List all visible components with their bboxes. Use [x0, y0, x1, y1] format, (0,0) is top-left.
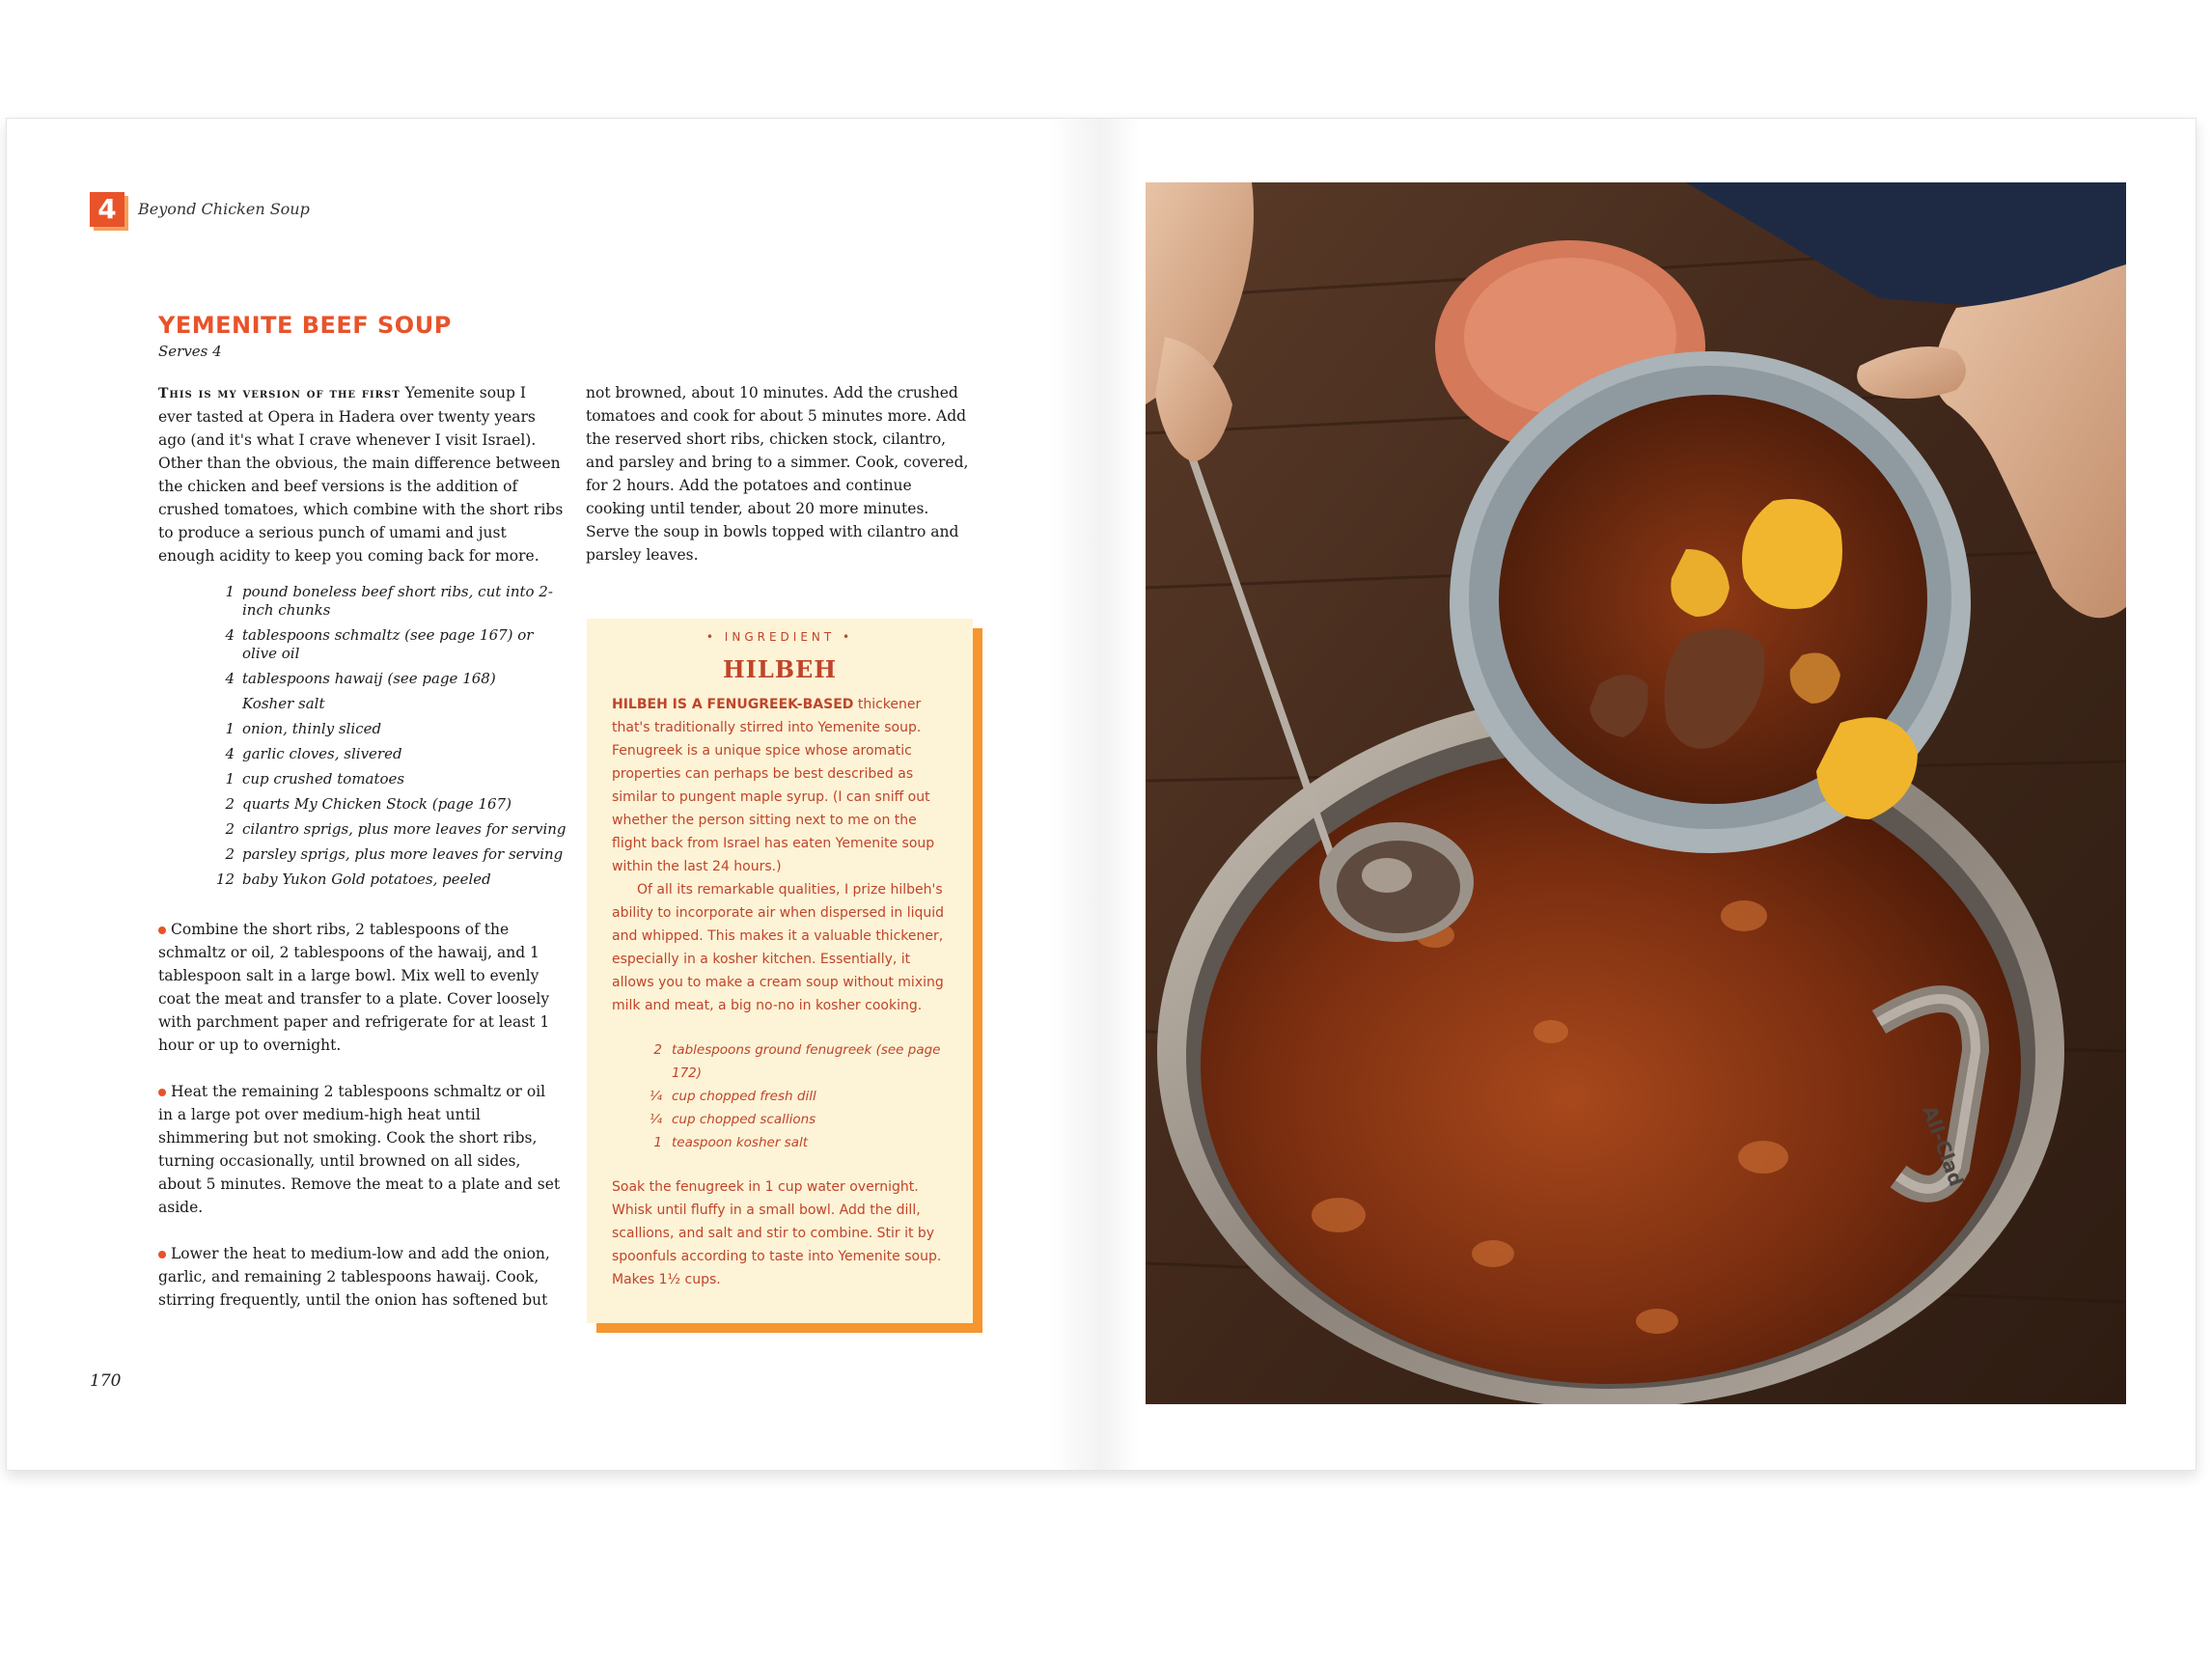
- ingredient-text: tablespoons hawaij (see page 168): [242, 670, 496, 687]
- ingredient-qty: 1: [225, 583, 235, 600]
- ingredient-item: [200, 795, 567, 814]
- ingredient-qty: 1: [225, 770, 235, 788]
- sidebar-ingredient-text: cup chopped scallions: [672, 1112, 816, 1127]
- sidebar-ingredient-qty: ¼: [649, 1089, 662, 1104]
- page-number: 170: [90, 1371, 122, 1391]
- left-page: [7, 119, 1101, 1470]
- sidebar-body: [612, 693, 946, 1017]
- method-continued: not browned, about 10 minutes. Add the crushed tomatoes and cook for about 5 minutes more. Add the reserved short ribs, chicken stock, cilantro, and parsley and bring to a simmer. Cook, covered, for 2 hours. Add the potatoes and continue cooking until tender, about 20 more minutes. Serve the soup in bowls topped with cilantro and parsley leaves.: [586, 384, 969, 564]
- recipe-intro: [158, 381, 564, 567]
- ingredient-text: tablespoons schmaltz (see page 167) or olive oil: [242, 626, 534, 662]
- step-text: Heat the remaining 2 tablespoons schmaltz or oil in a large pot over medium-high heat until shimmering but not smoking. Cook the short ribs, turning occasionally, until browned on all sides, about 5 minutes. Remove the meat to a plate and set aside.: [158, 1083, 561, 1216]
- ingredient-item: [200, 720, 567, 738]
- ingredient-qty: 4: [225, 670, 235, 687]
- sidebar-para1: thickener that's traditionally stirred into Yemenite soup. Fenugreek is a unique spice whose aromatic properties can perhaps be best described as similar to pungent maple syrup. (I can sniff out whether the person sitting next to me on the flight back from Israel has eaten Yemenite soup within the last 24 hours.): [612, 697, 935, 874]
- ingredient-text: garlic cloves, slivered: [242, 745, 402, 762]
- ingredient-text: cilantro sprigs, plus more leaves for serving: [242, 820, 567, 838]
- method-steps: [158, 918, 564, 1335]
- sidebar-ingredient-qty: 1: [653, 1135, 662, 1150]
- sidebar-ingredient-qty: 2: [653, 1042, 662, 1058]
- ingredient-qty: 2: [225, 795, 235, 813]
- step-bullet-icon: [158, 926, 166, 934]
- ingredient-item: [200, 820, 567, 839]
- ingredient-qty: 1: [225, 720, 235, 737]
- ingredient-item: [200, 626, 567, 663]
- ingredient-qty: [200, 695, 242, 713]
- gutter-shadow-right: [1101, 119, 1140, 1470]
- ingredient-text: Kosher salt: [242, 695, 325, 712]
- book-spread: [6, 118, 2197, 1471]
- ingredient-list: [200, 583, 567, 896]
- ingredient-qty: 4: [225, 745, 235, 762]
- step-bullet-icon: [158, 1089, 166, 1096]
- ingredient-item: [200, 695, 567, 713]
- soup-photo: [1146, 182, 2126, 1404]
- sidebar-ingredient-qty: ¼: [649, 1112, 662, 1127]
- ingredient-text: quarts My Chicken Stock (page 167): [242, 795, 512, 813]
- sidebar-ingredient-text: tablespoons ground fenugreek (see page 172): [672, 1042, 941, 1081]
- sidebar-ingredient-item: [639, 1085, 973, 1108]
- gutter-shadow: [1049, 119, 1101, 1470]
- ingredient-item: [200, 745, 567, 763]
- pot-brand-text: All-Clad: [1918, 1102, 1969, 1190]
- intro-text: Yemenite soup I ever tasted at Opera in Hadera over twenty years ago (and it's what I crave whenever I visit Israel). Other than the obvious, the main difference between the chicken and beef versions is the addition of crushed tomatoes, which combine with the short ribs to produce a serious punch of umami and just enough acidity to keep you coming back for more.: [158, 384, 564, 565]
- step-bullet-icon: [158, 1251, 166, 1258]
- chapter-title: Beyond Chicken Soup: [138, 200, 310, 218]
- recipe-serves: Serves 4: [158, 343, 222, 360]
- step-text: Combine the short ribs, 2 tablespoons of the schmaltz or oil, 2 tablespoons of the hawaij, and 1 tablespoon salt in a large bowl. Mix well to evenly coat the meat and transfer to a plate. Cover loosely with parchment paper and refrigerate for at least 1 hour or up to overnight.: [158, 921, 550, 1054]
- ingredient-item: [200, 583, 567, 620]
- sidebar-lead: HILBEH IS A FENUGREEK-BASED: [612, 697, 854, 712]
- sidebar-ingredient-item: [639, 1131, 973, 1154]
- sidebar-title: HILBEH: [722, 655, 838, 683]
- ingredient-text: pound boneless beef short ribs, cut into 2-inch chunks: [242, 583, 553, 619]
- recipe-title: YEMENITE BEEF SOUP: [158, 312, 452, 339]
- ingredient-text: onion, thinly sliced: [242, 720, 382, 737]
- ingredient-qty: 2: [225, 845, 235, 863]
- step-text: Lower the heat to medium-low and add the onion, garlic, and remaining 2 tablespoons hawaij. Cook, stirring frequently, until the onion has softened but: [158, 1245, 550, 1309]
- ingredient-qty: 12: [215, 871, 235, 888]
- method-step: [158, 918, 564, 1057]
- ingredient-text: baby Yukon Gold potatoes, peeled: [242, 871, 491, 888]
- ingredient-item: [200, 845, 567, 864]
- sidebar-ingredient-item: [639, 1108, 973, 1131]
- soup-photo-illustration: [1146, 182, 2126, 1404]
- sidebar-method: Soak the fenugreek in 1 cup water overnight. Whisk until fluffy in a small bowl. Add the dill, scallions, and salt and stir to combine. Stir it by spoonfuls according to taste into Yemenite soup. Makes 1½ cups.: [612, 1179, 942, 1287]
- sidebar-para2: Of all its remarkable qualities, I prize hilbeh's ability to incorporate air when dispersed in liquid and whipped. This makes it a valuable thickener, especially in a kosher kitchen. Essentially, it allows you to make a cream soup without mixing milk and meat, a big no-no in kosher cooking.: [612, 882, 945, 1013]
- intro-lead: This is my version of the first: [158, 386, 401, 401]
- method-step: [158, 1080, 564, 1219]
- ingredient-text: cup crushed tomatoes: [242, 770, 405, 788]
- sidebar-ingredient-item: [639, 1038, 973, 1085]
- method-step: [158, 1242, 564, 1312]
- ingredient-item: [200, 770, 567, 788]
- sidebar-ingredient-text: cup chopped fresh dill: [672, 1089, 816, 1104]
- ingredient-qty: 2: [225, 820, 235, 838]
- hilbeh-sidebar: [587, 619, 973, 1323]
- right-page: [1101, 119, 2196, 1470]
- chapter-number-badge: 4: [90, 192, 124, 227]
- sidebar-ingredient-text: teaspoon kosher salt: [672, 1135, 809, 1150]
- ingredient-text: parsley sprigs, plus more leaves for serving: [242, 845, 564, 863]
- sidebar-ingredient-list: [639, 1038, 973, 1154]
- ingredient-item: [200, 670, 567, 688]
- sidebar-label: • INGREDIENT •: [705, 630, 854, 644]
- ingredient-qty: 4: [225, 626, 235, 644]
- ingredient-item: [200, 871, 567, 889]
